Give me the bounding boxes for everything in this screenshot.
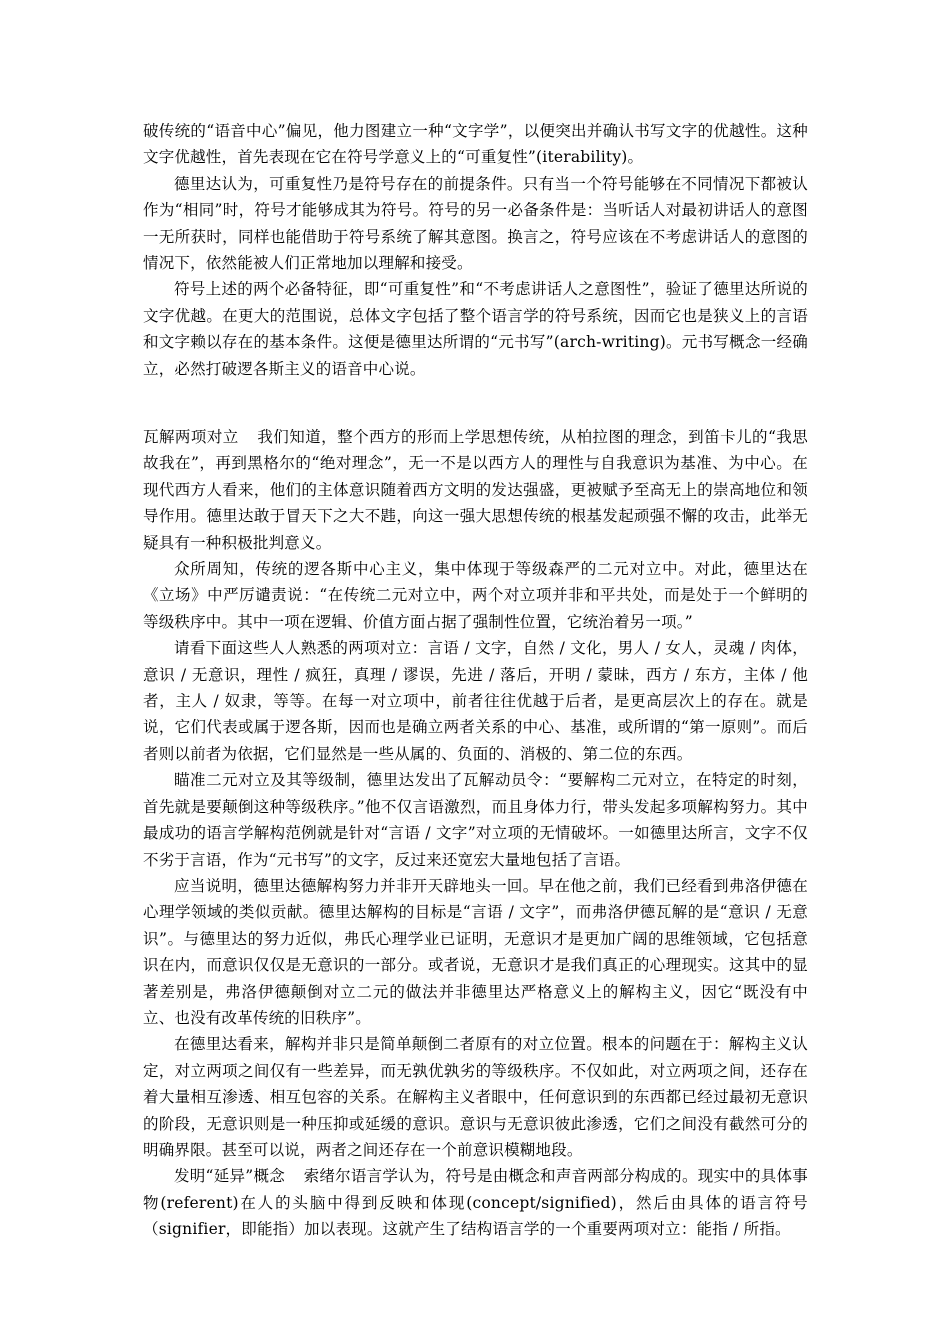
section-differance-paragraph [143,1163,808,1242]
text-block-binary-opposition [143,424,808,1243]
section-title-differance: 发明“延异”概念 [174,1167,285,1186]
paragraph: 破传统的“语音中心”偏见，他力图建立一种“文字学”，以便突出并确认书写文字的优越性。这种文字优越性，首先表现在它在符号学意义上的“可重复性”(iterability)。 [143,122,808,167]
paragraph: 德里达认为，可重复性乃是符号存在的前提条件。只有当一个符号能够在不同情况下都被认作为“相同”时，符号才能够成其为符号。符号的另一必备条件是：当听话人对最初讲话人的意图一无所获时，同样也能借助于符号系统了解其意图。换言之，符号应该在不考虑讲话人的意图的情况下，依然能被人们正常地加以理解和接受。 [143,174,808,273]
section-intro-paragraph [143,424,808,556]
paragraph: 众所周知，传统的逻各斯中心主义，集中体现于等级森严的二元对立中。对此，德里达在《立场》中严厉谴责说：“在传统二元对立中，两个对立项并非和平共处，而是处于一个鲜明的等级秩序中。其中一项在逻辑、价值方面占据了强制性位置，它统治着另一项。” [143,560,808,631]
paragraph: 符号上述的两个必备特征，即“可重复性”和“不考虑讲话人之意图性”，验证了德里达所说的文字优越。在更大的范围说，总体文字包括了整个语言学的符号系统，因而它也是狭义上的言语和文字赖以存在的基本条件。这便是德里达所谓的“元书写”(arch-writing)。元书写概念一经确立，必然打破逻各斯主义的语音中心说。 [143,280,808,378]
text-block-iterability [143,118,808,382]
paragraph: 应当说明，德里达德解构努力并非开天辟地头一回。早在他之前，我们已经看到弗洛伊德在心理学领域的类似贡献。德里达解构的目标是“言语 / 文字”，而弗洛伊德瓦解的是“意识 / 无意识”。与德里达的努力近似，弗氏心理学业已证明，无意识才是更加广阔的思维领域，它包括意识在内，而意识仅仅是无意识的一部分。或者说，无意识才是我们真正的心理现实。这其中的显著差别是，弗洛伊德颠倒对立二元的做法并非德里达严格意义上的解构主义，因它“既没有中立、也没有改革传统的旧秩序”。 [143,876,808,1027]
paragraph: 瞄准二元对立及其等级制，德里达发出了瓦解动员令：“要解构二元对立，在特定的时刻，首先就是要颠倒这种等级秩序。”他不仅言语激烈，而且身体力行，带头发起多项解构努力。其中最成功的语言学解构范例就是针对“言语 / 文字”对立项的无情破坏。一如德里达所言，文字不仅不劣于言语，作为“元书写”的文字，反过来还宽宏大量地包括了言语。 [143,771,808,869]
section-title-dismantle-opposition: 瓦解两项对立 [143,428,239,446]
paragraph: 请看下面这些人人熟悉的两项对立：言语 / 文字，自然 / 文化，男人 / 女人，灵魂 / 肉体，意识 / 无意识，理性 / 疯狂，真理 / 谬误，先进 / 落后，开明 / 蒙昧，西方 / 东方，主体 / 他者，主人 / 奴隶，等等。在每一对立项中，前者往往优越于后者，是更高层次上的存在。就是说，它们代表或属于逻各斯，因而也是确立两者关系的中心、基准，或所谓的“第一原则”。而后者则以前者为依据，它们显然是一些从属的、负面的、消极的、第二位的东西。 [143,639,808,763]
section-intro-text: 我们知道，整个西方的形而上学思想传统，从柏拉图的理念，到笛卡儿的“我思故我在”，再到黑格尔的“绝对理念”，无一不是以西方人的理性与自我意识为基准、为中心。在现代西方人看来，他们的主体意识随着西方文明的发达强盛，更被赋予至高无上的崇高地位和领导作用。德里达敢于冒天下之大不韪，向这一强大思想传统的根基发起顽强不懈的攻击，此举无疑具有一种积极批判意义。 [143,428,808,552]
paragraph: 在德里达看来，解构并非只是简单颠倒二者原有的对立位置。根本的问题在于：解构主义认定，对立两项之间仅有一些差异，而无孰优孰劣的等级秩序。不仅如此，对立两项之间，还存在着大量相互渗透、相互包容的关系。在解构主义者眼中，任何意识到的东西都已经过最初无意识的阶段，无意识则是一种压抑或延缓的意识。意识与无意识彼此渗透，它们之间没有截然可分的明确界限。甚至可以说，两者之间还存在一个前意识模糊地段。 [143,1035,808,1159]
section-differance-text: 索绪尔语言学认为，符号是由概念和声音两部分构成的。现实中的具体事物(referent)在人的头脑中得到反映和体现(concept/signified)，然后由具体的语言符号（signifier，即能指）加以表现。这就产生了结构语言学的一个重要两项对立：能指 / 所指。 [143,1167,809,1239]
